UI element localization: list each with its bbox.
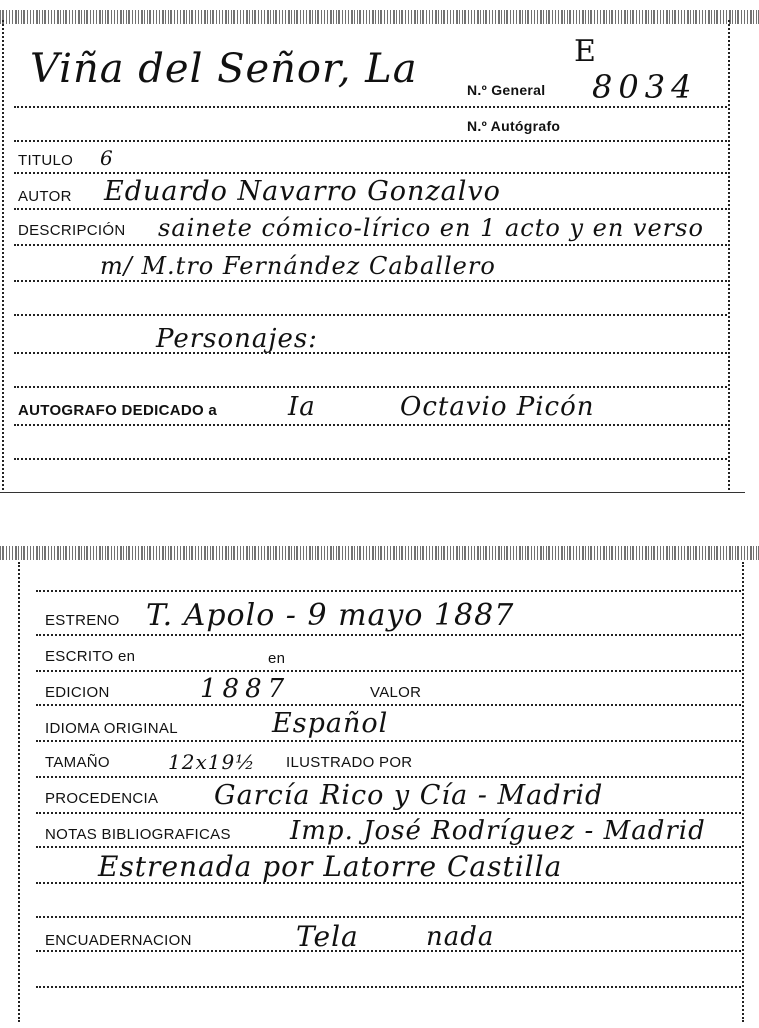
catalog-card-front	[0, 0, 759, 495]
rule-line	[36, 812, 741, 814]
autor-label: AUTOR	[18, 188, 72, 205]
rule-line	[36, 590, 741, 592]
procedencia-value: García Rico y Cía - Madrid	[214, 780, 604, 811]
autografo-dedicado-label: AUTOGRAFO DEDICADO a	[18, 402, 218, 419]
edicion-label: EDICION	[45, 684, 110, 701]
rule-line	[36, 916, 741, 918]
notas-label: NOTAS BIBLIOGRAFICAS	[45, 826, 231, 843]
notas-value-line2: Estrenada por Latorre Castilla	[98, 850, 563, 883]
rule-line	[36, 882, 741, 884]
notas-value-line1: Imp. José Rodríguez - Madrid	[290, 816, 706, 846]
rule-line	[14, 314, 727, 316]
ilustrado-label: ILUSTRADO POR	[286, 754, 413, 771]
rule-line	[36, 670, 741, 672]
idioma-value: Español	[272, 708, 389, 739]
personajes-heading: Personajes:	[156, 324, 318, 354]
encuadernacion-value-part1: Tela	[296, 920, 359, 953]
descripcion-value-line1: sainete cómico-lírico en 1 acto y en verso	[158, 214, 704, 242]
estreno-value: T. Apolo - 9 mayo 1887	[146, 598, 515, 633]
rule-line	[36, 986, 741, 988]
rule-line	[14, 280, 727, 282]
edicion-value: 1887	[200, 674, 291, 704]
rule-line	[14, 424, 727, 426]
encuadernacion-label: ENCUADERNACION	[45, 932, 192, 949]
descripcion-value-line2: m/ M.tro Fernández Caballero	[100, 252, 496, 280]
card-border-left	[18, 562, 20, 1022]
valor-label: VALOR	[370, 684, 422, 701]
descripcion-label: DESCRIPCIÓN	[18, 222, 126, 239]
rule-line	[14, 106, 727, 108]
rule-line	[14, 458, 727, 460]
rule-line	[14, 172, 727, 174]
card-border-left	[2, 20, 4, 490]
rule-line	[36, 634, 741, 636]
tamano-label: TAMAÑO	[45, 754, 110, 771]
card-border-right	[742, 562, 744, 1022]
scan-noise-top	[0, 546, 759, 560]
escrito-en-label: en	[268, 650, 286, 667]
scan-noise-top	[0, 10, 759, 24]
dedicado-value-part1: Ia	[288, 392, 316, 422]
dedicado-value-part2: Octavio Picón	[400, 392, 595, 422]
rule-line	[14, 140, 727, 142]
idioma-label: IDIOMA ORIGINAL	[45, 720, 178, 737]
card-border-right	[728, 20, 730, 490]
rule-line	[14, 352, 727, 354]
rule-line	[14, 244, 727, 246]
general-number-value: 8034	[592, 68, 698, 106]
estreno-label: ESTRENO	[45, 612, 120, 629]
titulo-value: 6	[100, 146, 114, 170]
encuadernacion-value-part2: nada	[426, 922, 495, 952]
card-heading-title: Viña del Señor, La	[30, 46, 418, 92]
autografo-number-label: N.º Autógrafo	[467, 118, 561, 134]
tamano-value: 12x19½	[168, 750, 256, 774]
general-number-label: N.º General	[467, 82, 546, 98]
rule-line	[14, 386, 727, 388]
titulo-label: TITULO	[18, 152, 74, 169]
rule-line	[36, 950, 741, 952]
autor-value: Eduardo Navarro Gonzalvo	[104, 176, 501, 207]
catalog-card-back	[0, 540, 759, 1028]
procedencia-label: PROCEDENCIA	[45, 790, 159, 807]
rule-line	[36, 704, 741, 706]
rule-line	[36, 776, 741, 778]
escrito-label: ESCRITO en	[45, 648, 136, 665]
rule-line	[36, 740, 741, 742]
rule-line	[14, 208, 727, 210]
rule-line	[36, 846, 741, 848]
letter-mark: E	[574, 34, 597, 69]
card-bottom-edge	[0, 492, 745, 493]
